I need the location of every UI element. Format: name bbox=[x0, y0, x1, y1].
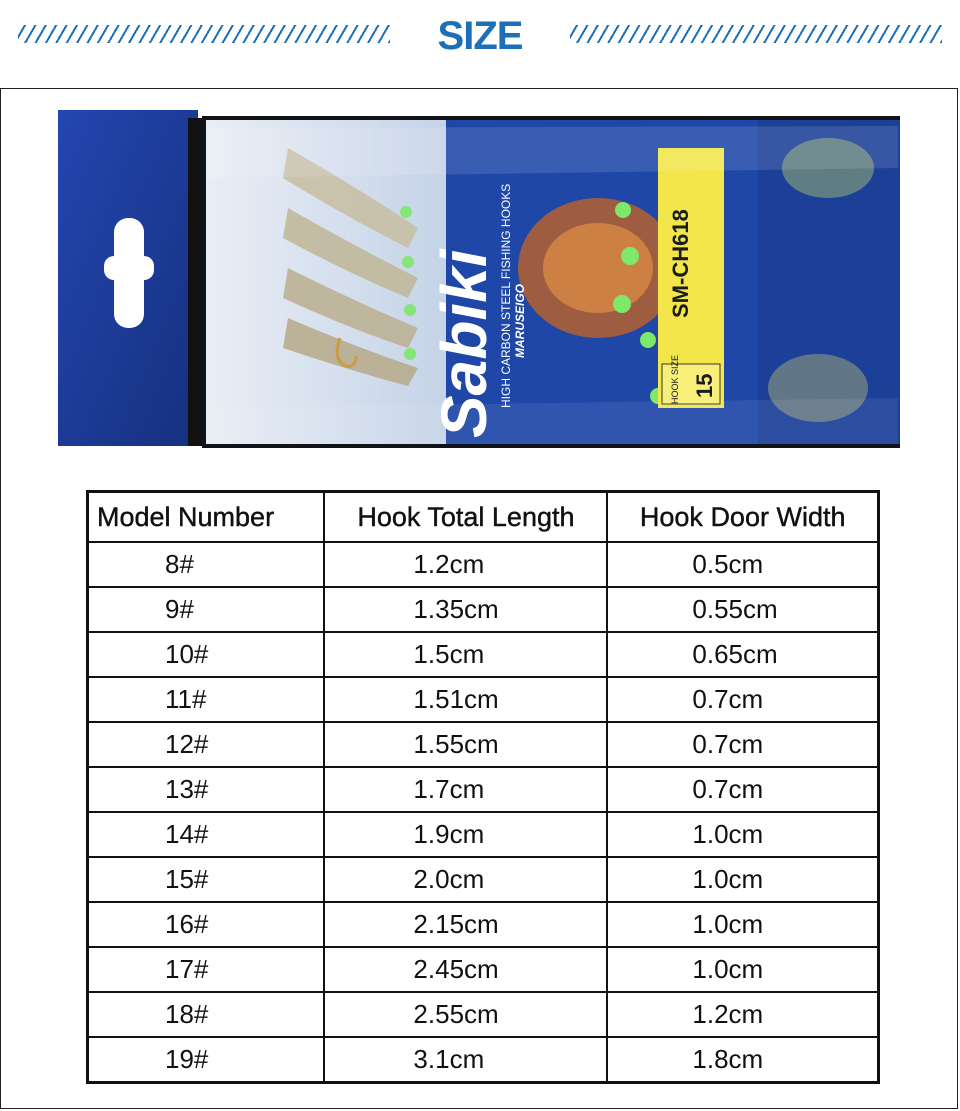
table-row bbox=[88, 587, 879, 632]
table-row bbox=[88, 1037, 879, 1083]
length-cell: 2.45cm bbox=[324, 947, 607, 992]
length-cell: 2.55cm bbox=[324, 992, 607, 1037]
width-cell: 1.0cm bbox=[607, 812, 878, 857]
model-cell: 11# bbox=[88, 677, 325, 722]
hook-size-value: 15 bbox=[692, 373, 717, 398]
table-row bbox=[88, 812, 879, 857]
right-hatch-decoration bbox=[570, 25, 942, 43]
width-cell: 0.65cm bbox=[607, 632, 878, 677]
width-cell: 1.0cm bbox=[607, 902, 878, 947]
model-cell: 16# bbox=[88, 902, 325, 947]
table-row bbox=[88, 902, 879, 947]
length-cell: 1.5cm bbox=[324, 632, 607, 677]
column-header-width: Hook Door Width bbox=[607, 492, 878, 543]
width-cell: 0.7cm bbox=[607, 677, 878, 722]
length-cell: 1.9cm bbox=[324, 812, 607, 857]
table-row bbox=[88, 767, 879, 812]
model-cell: 12# bbox=[88, 722, 325, 767]
table-row bbox=[88, 542, 879, 587]
length-cell: 3.1cm bbox=[324, 1037, 607, 1083]
width-cell: 0.55cm bbox=[607, 587, 878, 632]
width-cell: 1.2cm bbox=[607, 992, 878, 1037]
hook-size-label: HOOK SIZE bbox=[670, 354, 680, 404]
width-cell: 1.8cm bbox=[607, 1037, 878, 1083]
column-header-model: Model Number bbox=[88, 492, 325, 543]
table-row bbox=[88, 632, 879, 677]
length-cell: 2.15cm bbox=[324, 902, 607, 947]
width-cell: 0.7cm bbox=[607, 767, 878, 812]
width-cell: 1.0cm bbox=[607, 857, 878, 902]
model-cell: 10# bbox=[88, 632, 325, 677]
length-cell: 1.35cm bbox=[324, 587, 607, 632]
length-cell: 1.51cm bbox=[324, 677, 607, 722]
table-row bbox=[88, 947, 879, 992]
left-hatch-decoration bbox=[18, 25, 390, 43]
table-header-row bbox=[88, 492, 879, 543]
length-cell: 1.7cm bbox=[324, 767, 607, 812]
model-cell: 13# bbox=[88, 767, 325, 812]
brand-label: Sabiki bbox=[428, 249, 500, 438]
length-cell: 1.2cm bbox=[324, 542, 607, 587]
model-cell: 9# bbox=[88, 587, 325, 632]
length-cell: 2.0cm bbox=[324, 857, 607, 902]
size-table bbox=[86, 490, 880, 1084]
column-header-length: Hook Total Length bbox=[324, 492, 607, 543]
model-label: SM-CH618 bbox=[668, 209, 693, 318]
table-row bbox=[88, 677, 879, 722]
model-cell: 14# bbox=[88, 812, 325, 857]
product-image bbox=[58, 108, 900, 448]
length-cell: 1.55cm bbox=[324, 722, 607, 767]
page-header bbox=[0, 0, 960, 80]
model-cell: 18# bbox=[88, 992, 325, 1037]
table-row bbox=[88, 722, 879, 767]
model-cell: 15# bbox=[88, 857, 325, 902]
maker-label: MARUSEIGO bbox=[513, 283, 527, 358]
subtitle-label: HIGH CARBON STEEL FISHING HOOKS bbox=[499, 183, 513, 408]
model-cell: 8# bbox=[88, 542, 325, 587]
table-row bbox=[88, 992, 879, 1037]
page-title: SIZE bbox=[437, 14, 523, 58]
table-row bbox=[88, 857, 879, 902]
width-cell: 1.0cm bbox=[607, 947, 878, 992]
model-cell: 17# bbox=[88, 947, 325, 992]
width-cell: 0.7cm bbox=[607, 722, 878, 767]
width-cell: 0.5cm bbox=[607, 542, 878, 587]
model-cell: 19# bbox=[88, 1037, 325, 1083]
